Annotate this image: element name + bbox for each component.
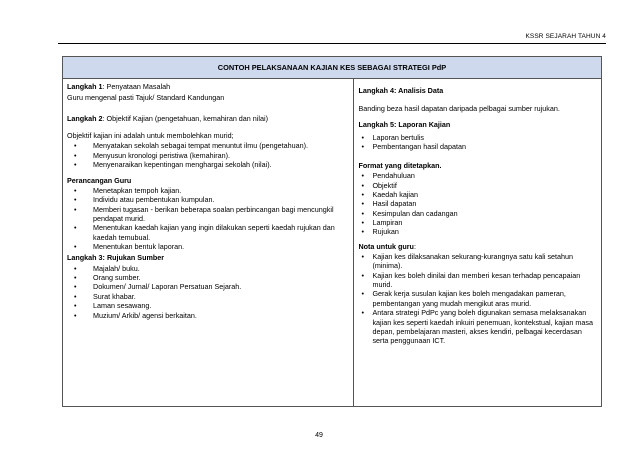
step2-intro: Objektif kajian ini adalah untuk membolehkan murid; [67, 131, 234, 141]
page-number: 49 [315, 432, 323, 439]
header-rule [58, 43, 606, 44]
list-item: • Menentukan bentuk laporan. [67, 242, 348, 251]
list-item: • Menyusun kronologi peristiwa (kemahiran). [67, 151, 348, 160]
list-item: • Laporan bertulis [358, 133, 596, 142]
left-column [63, 79, 354, 407]
list-item: • Memberi tugasan - berikan beberapa soalan perbincangan bagi mencungkil pendapat murid. [67, 205, 348, 224]
step4-text: Banding beza hasil dapatan daripada pelbagai sumber rujukan. [358, 104, 560, 114]
step2-heading [67, 114, 348, 123]
list-item: • Rujukan [358, 227, 596, 236]
list-item: • Objektif [358, 181, 596, 190]
planning-list [67, 186, 348, 252]
step5-heading: Langkah 5: Laporan Kajian [358, 119, 451, 129]
list-item: • Orang sumber. [67, 273, 348, 282]
step4-heading: Langkah 4: Analisis Data [358, 86, 444, 95]
step1-label: Langkah 1 [67, 82, 103, 91]
list-item: • Antara strategi PdPc yang boleh digunakan semasa melaksanakan kajian kes seperti kaedah inkuiri penemuan, kontekstual, kajian masa depan, pembelajaran masteri, akses kendiri, pelbagai kecerdasan serta penggunaan ICT. [358, 308, 596, 345]
planning-heading: Perancangan Guru [67, 175, 132, 185]
step1-heading [67, 82, 348, 91]
step1-title: : Penyataan Masalah [102, 82, 171, 91]
step1-text: Guru mengenal pasti Tajuk/ Standard Kandungan [67, 93, 225, 103]
list-item: • Majalah/ buku. [67, 264, 348, 273]
strategy-table [62, 56, 602, 407]
sources-list [67, 264, 348, 320]
right-column [354, 79, 602, 407]
format-heading: Format yang ditetapkan. [358, 160, 442, 170]
list-item: • Dokumen/ Jurnal/ Laporan Persatuan Sejarah. [67, 282, 348, 291]
list-item: • Muzium/ Arkib/ agensi berkaitan. [67, 311, 348, 320]
list-item: • Menyenaraikan kepentingan menghargai sekolah (nilai). [67, 160, 348, 169]
list-item: • Pendahuluan [358, 171, 596, 180]
format-list [358, 171, 596, 237]
list-item: • Surat khabar. [67, 292, 348, 301]
notes-label: Nota untuk guru [358, 241, 414, 251]
list-item: • Kaedah kajian [358, 190, 596, 199]
list-item: • Lampiran [358, 218, 596, 227]
list-item: • Kajian kes dilaksanakan sekurang-kurangnya satu kali setahun (minima). [358, 252, 596, 271]
step2-label: Langkah 2 [67, 113, 103, 123]
step3-heading: Langkah 3: Rujukan Sumber [67, 253, 165, 263]
notes-colon: : [413, 241, 416, 251]
list-item: • Pembentangan hasil dapatan [358, 142, 596, 151]
step2-title: : Objektif Kajian (pengetahuan, kemahiran dan nilai) [102, 113, 268, 123]
report-list [358, 133, 596, 152]
objective-list [67, 141, 348, 169]
list-item: • Kajian kes boleh dinilai dan memberi kesan terhadap pencapaian murid. [358, 271, 596, 290]
list-item: • Menetapkan tempoh kajian. [67, 186, 348, 195]
list-item: • Menentukan kaedah kajian yang ingin dilakukan seperti kaedah rujukan dan kaedah temubual. [67, 223, 348, 242]
list-item: • Kesimpulan dan cadangan [358, 209, 596, 218]
list-item: • Gerak kerja susulan kajian kes boleh mengadakan pameran, pembentangan yang mudah mengikut aras murid. [358, 289, 596, 308]
running-header: KSSR SEJARAH TAHUN 4 [525, 33, 606, 40]
notes-list [358, 252, 596, 346]
list-item: • Laman sesawang. [67, 301, 348, 310]
table-title: CONTOH PELAKSANAAN KAJIAN KES SEBAGAI STRATEGI PdP [63, 57, 602, 79]
list-item: • Menyatakan sekolah sebagai tempat menuntut ilmu (pengetahuan). [67, 141, 348, 150]
list-item: • Individu atau pembentukan kumpulan. [67, 195, 348, 204]
notes-heading [358, 242, 596, 251]
list-item: • Hasil dapatan [358, 199, 596, 208]
